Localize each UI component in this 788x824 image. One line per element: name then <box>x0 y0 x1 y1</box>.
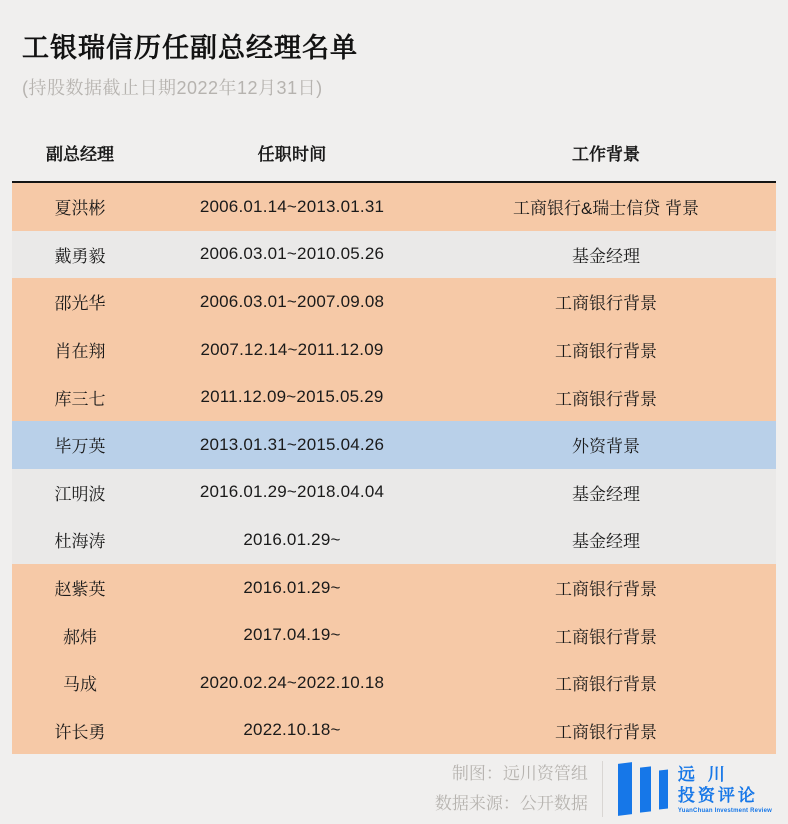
cell-period: 2016.01.29~ <box>243 529 341 549</box>
footer-divider <box>602 761 603 817</box>
table-body <box>12 183 776 754</box>
cell-background: 外资背景 <box>572 437 640 457</box>
table-row <box>12 373 776 421</box>
logo-text <box>678 764 772 815</box>
credits <box>435 759 588 819</box>
credit-maker: 制图：远川资管组 <box>451 764 588 784</box>
logo-name-line1: 远川 <box>677 764 738 784</box>
table-row <box>12 611 776 659</box>
cell-name: 郝炜 <box>63 627 97 647</box>
table-row <box>12 421 776 469</box>
table-header-row <box>12 124 776 183</box>
column-header-name: 副总经理 <box>46 145 114 164</box>
logo-name-line2: 投资评论 <box>677 786 758 806</box>
table-row <box>12 707 776 755</box>
cell-period: 2006.01.14~2013.01.31 <box>199 196 385 216</box>
cell-period: 2013.01.31~2015.04.26 <box>199 434 385 454</box>
cell-background: 基金经理 <box>572 532 640 552</box>
column-header-background: 工作背景 <box>572 145 640 164</box>
cell-period: 2016.01.29~2018.04.04 <box>199 482 385 502</box>
cell-background: 工商银行背景 <box>555 627 657 647</box>
cell-name: 许长勇 <box>54 722 106 742</box>
cell-period: 2016.01.29~ <box>243 577 341 597</box>
cell-name: 库三七 <box>54 389 106 409</box>
page-title: 工银瑞信历任副总经理名单 <box>22 33 358 63</box>
table-row <box>12 231 776 279</box>
table-row <box>12 183 776 231</box>
cell-period: 2006.03.01~2010.05.26 <box>199 244 385 264</box>
table-row <box>12 326 776 374</box>
cell-period: 2020.02.24~2022.10.18 <box>199 672 385 692</box>
cell-background: 工商银行背景 <box>555 580 657 600</box>
cell-background: 工商银行背景 <box>555 675 657 695</box>
cell-period: 2022.10.18~ <box>243 720 341 740</box>
column-header-period: 任职时间 <box>257 145 327 164</box>
cell-name: 肖在翔 <box>54 342 106 362</box>
cell-period: 2007.12.14~2011.12.09 <box>200 339 384 359</box>
cell-background: 工商银行&瑞士信贷 背景 <box>512 199 700 219</box>
cell-name: 赵紫英 <box>54 580 106 600</box>
cell-name: 夏洪彬 <box>54 199 106 219</box>
three-blue-bars-icon <box>618 760 668 818</box>
cell-background: 工商银行背景 <box>555 389 657 409</box>
logo-bar-icon <box>618 762 632 816</box>
table-row <box>12 469 776 517</box>
cell-background: 工商银行背景 <box>555 294 657 314</box>
managers-table <box>12 124 776 754</box>
cell-background: 工商银行背景 <box>555 342 657 362</box>
logo-bar-icon <box>659 769 668 809</box>
table-row <box>12 659 776 707</box>
cell-name: 杜海涛 <box>54 532 106 552</box>
cell-name: 毕万英 <box>54 437 106 457</box>
cell-background: 基金经理 <box>572 484 640 504</box>
footer <box>0 754 788 824</box>
cell-name: 江明波 <box>54 484 106 504</box>
credit-source: 数据来源：公开数据 <box>434 794 588 814</box>
cell-name: 戴勇毅 <box>54 246 106 266</box>
table-row <box>12 516 776 564</box>
cell-background: 基金经理 <box>572 246 640 266</box>
cell-period: 2011.12.09~2015.05.29 <box>200 387 384 407</box>
logo-bar-icon <box>640 766 651 812</box>
cell-period: 2006.03.01~2007.09.08 <box>199 291 385 311</box>
logo-name-english: YuanChuan Investment Review <box>677 808 772 815</box>
table-row <box>12 564 776 612</box>
cell-name: 邵光华 <box>54 294 106 314</box>
table-row <box>12 278 776 326</box>
cell-period: 2017.04.19~ <box>243 625 341 645</box>
cell-name: 马成 <box>63 675 97 695</box>
cell-background: 工商银行背景 <box>555 722 657 742</box>
yuanchuan-logo <box>618 760 772 818</box>
page-subtitle: (持股数据截止日期2022年12月31日) <box>22 78 323 98</box>
